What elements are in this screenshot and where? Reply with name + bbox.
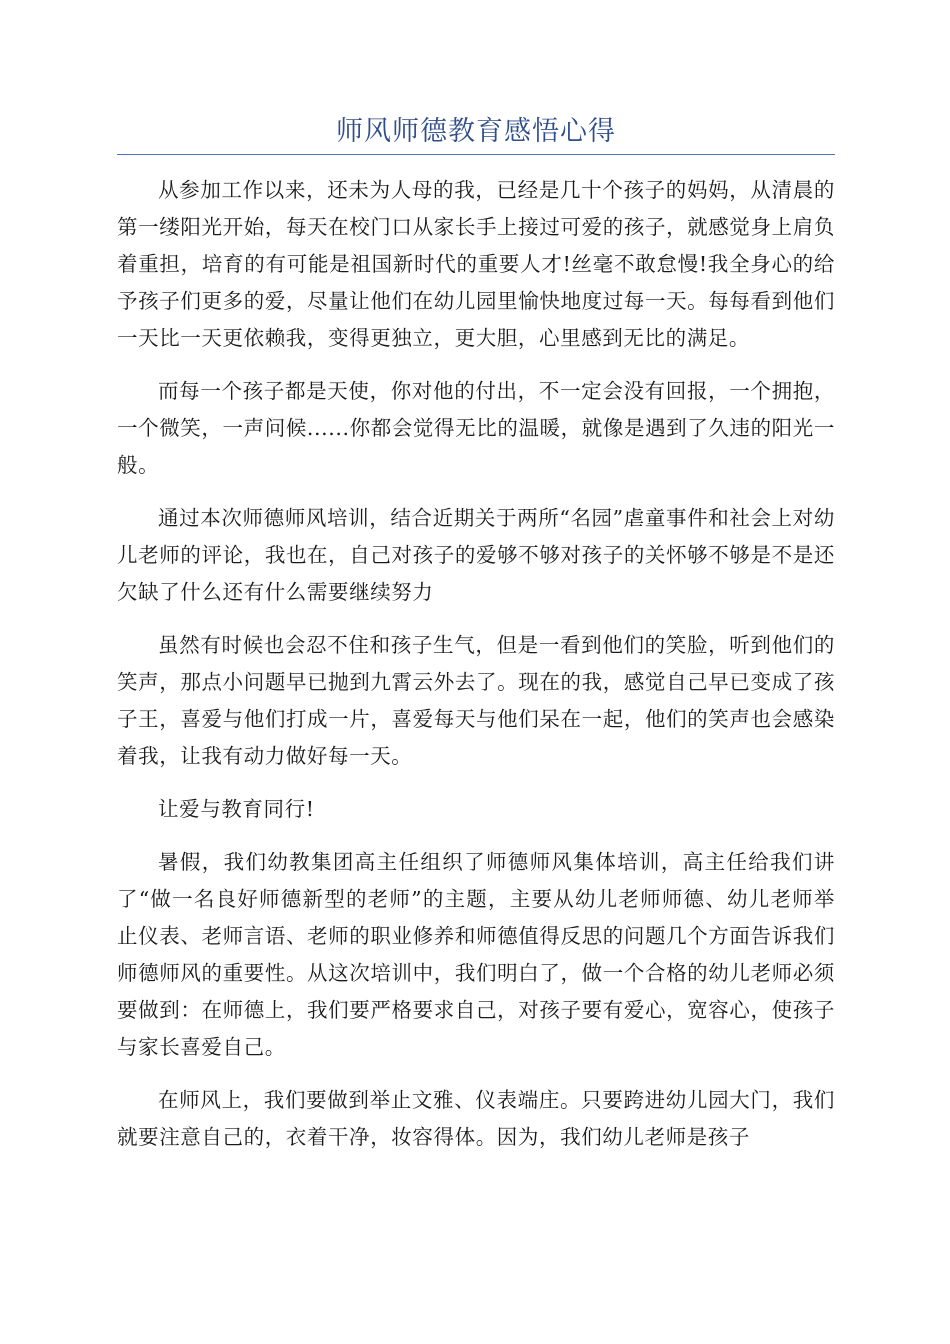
paragraph-4: 虽然有时候也会忍不住和孩子生气，但是一看到他们的笑脸，听到他们的笑声，那点小问题早已抛到九霄云外去了。现在的我，感觉自己早已变成了孩子王，喜爱与他们打成一片，喜爱每天与他们呆在一起，他们的笑声也会感染着我，让我有动力做好每一天。: [117, 633, 835, 768]
paragraph-7: 在师风上，我们要做到举止文雅、仪表端庄。只要跨进幼儿园大门，我们就要注意自己的，衣着干净，妆容得体。因为，我们幼儿老师是孩子: [117, 1088, 835, 1149]
paragraph-5: 让爱与教育同行!: [158, 797, 315, 821]
document-title: 师风师德教育感悟心得: [336, 116, 616, 147]
paragraph-3: 通过本次师德师风培训，结合近期关于两所“名园”虐童事件和社会上对幼儿老师的评论，我也在，自己对孩子的爱够不够对孩子的关怀够不够是不是还欠缺了什么还有什么需要继续努力: [117, 506, 835, 604]
document-body: [117, 172, 835, 1172]
paragraph-2: 而每一个孩子都是天使，你对他的付出，不一定会没有回报，一个拥抱，一个微笑，一声问候......你都会觉得无比的温暖，就像是遇到了久违的阳光一般。: [117, 379, 835, 477]
paragraph-6: 暑假，我们幼教集团高主任组织了师德师风集体培训，高主任给我们讲了“做一名良好师德新型的老师”的主题，主要从幼儿老师师德、幼儿老师举止仪表、老师言语、老师的职业修养和师德值得反思的问题几个方面告诉我们师德师风的重要性。从这次培训中，我们明白了，做一个合格的幼儿老师必须要做到：在师德上，我们要严格要求自己，对孩子要有爱心，宽容心，使孩子与家长喜爱自己。: [117, 850, 835, 1059]
title-underline: [117, 154, 835, 155]
paragraph-1: 从参加工作以来，还未为人母的我，已经是几十个孩子的妈妈，从清晨的第一缕阳光开始，每天在校门口从家长手上接过可爱的孩子，就感觉身上肩负着重担，培育的有可能是祖国新时代的重要人才!丝毫不敢怠慢!我全身心的给予孩子们更多的爱，尽量让他们在幼儿园里愉快地度过每一天。每每看到他们一天比一天更依赖我，变得更独立，更大胆，心里感到无比的满足。: [117, 178, 835, 350]
